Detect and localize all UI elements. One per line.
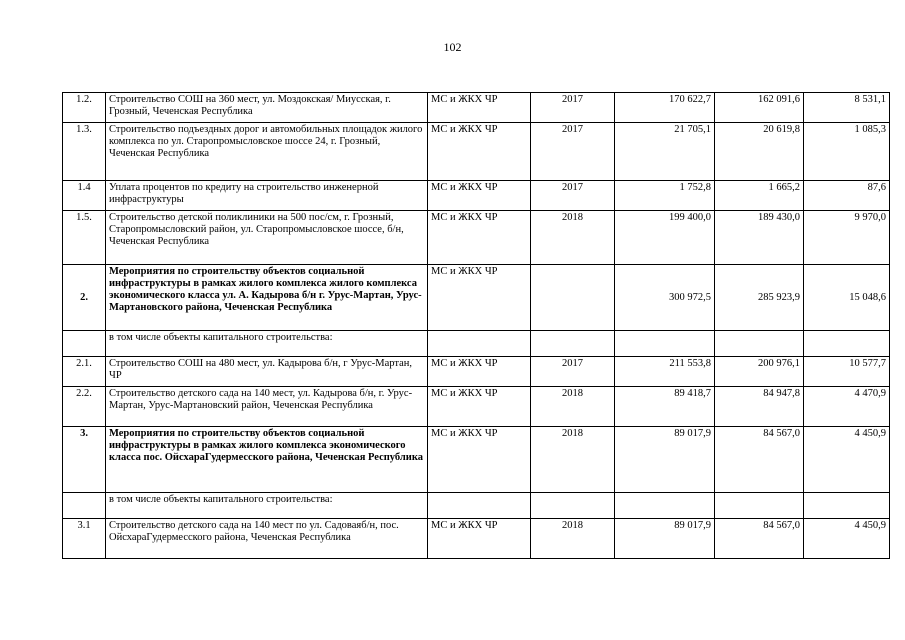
row-regional: 4 450,9 (804, 427, 890, 493)
row-federal: 1 665,2 (715, 181, 804, 211)
row-total: 89 418,7 (615, 387, 715, 427)
row-total: 89 017,9 (615, 427, 715, 493)
row-number: 1.5. (63, 211, 106, 265)
row-year (531, 331, 615, 357)
row-year: 2017 (531, 181, 615, 211)
row-name: Строительство детского сада на 140 мест, ул. Кадырова б/н, г. Урус-Мартан, Урус-Мартановский район, Чеченская Республика (106, 387, 428, 427)
row-name: Строительство детского сада на 140 мест по ул. Садоваяб/н, пос. ОйсхараГудермесского района, Чеченская Республика (106, 519, 428, 559)
row-federal (715, 493, 804, 519)
table-row (63, 181, 890, 211)
row-year: 2017 (531, 123, 615, 181)
row-federal (715, 331, 804, 357)
row-regional: 15 048,6 (804, 265, 890, 331)
page-number: 102 (443, 40, 462, 54)
row-total: 199 400,0 (615, 211, 715, 265)
table-row (63, 427, 890, 493)
table-row (63, 519, 890, 559)
table-row (63, 211, 890, 265)
row-org: МС и ЖКХ ЧР (428, 211, 531, 265)
row-total: 21 705,1 (615, 123, 715, 181)
row-year (531, 493, 615, 519)
row-number: 3. (63, 427, 106, 493)
row-year: 2018 (531, 387, 615, 427)
row-org (428, 331, 531, 357)
row-org: МС и ЖКХ ЧР (428, 93, 531, 123)
table-row (63, 387, 890, 427)
row-number: 2. (63, 265, 106, 331)
row-name: Мероприятия по строительству объектов социальной инфраструктуры в рамках жилого комплекса экономического класса пос. ОйсхараГудермесского района, Чеченская Республика (106, 427, 428, 493)
row-number (63, 493, 106, 519)
row-regional: 10 577,7 (804, 357, 890, 387)
row-total: 300 972,5 (615, 265, 715, 331)
row-org (428, 493, 531, 519)
row-org: МС и ЖКХ ЧР (428, 387, 531, 427)
row-federal: 189 430,0 (715, 211, 804, 265)
row-regional: 8 531,1 (804, 93, 890, 123)
row-federal: 162 091,6 (715, 93, 804, 123)
row-year: 2018 (531, 211, 615, 265)
table-row (63, 123, 890, 181)
row-org: МС и ЖКХ ЧР (428, 427, 531, 493)
row-year: 2017 (531, 357, 615, 387)
row-federal: 200 976,1 (715, 357, 804, 387)
table-row (63, 357, 890, 387)
table-row (63, 265, 890, 331)
row-name: в том числе объекты капитального строительства: (106, 493, 428, 519)
row-regional (804, 331, 890, 357)
row-federal: 285 923,9 (715, 265, 804, 331)
row-org: МС и ЖКХ ЧР (428, 519, 531, 559)
row-year: 2017 (531, 93, 615, 123)
row-org: МС и ЖКХ ЧР (428, 181, 531, 211)
row-federal: 20 619,8 (715, 123, 804, 181)
row-regional: 4 450,9 (804, 519, 890, 559)
row-org: МС и ЖКХ ЧР (428, 357, 531, 387)
row-name: Строительство подъездных дорог и автомобильных площадок жилого комплекса по ул. Старопромысловское шоссе 24, г. Грозный, Чеченская Республика (106, 123, 428, 181)
table-row (63, 493, 890, 519)
row-regional: 1 085,3 (804, 123, 890, 181)
row-federal: 84 567,0 (715, 519, 804, 559)
row-total (615, 331, 715, 357)
row-number: 1.4 (63, 181, 106, 211)
row-federal: 84 567,0 (715, 427, 804, 493)
row-number: 1.2. (63, 93, 106, 123)
row-name: Строительство СОШ на 480 мест, ул. Кадырова б/н, г Урус-Мартан, ЧР (106, 357, 428, 387)
row-federal: 84 947,8 (715, 387, 804, 427)
row-name: Строительство детской поликлиники на 500 пос/см, г. Грозный, Старопромысловский район, ул. Старопромысловское шоссе, б/н, Чеченская Республика (106, 211, 428, 265)
row-year: 2018 (531, 427, 615, 493)
row-number: 2.1. (63, 357, 106, 387)
row-org: МС и ЖКХ ЧР (428, 123, 531, 181)
row-regional: 87,6 (804, 181, 890, 211)
row-total: 89 017,9 (615, 519, 715, 559)
row-year (531, 265, 615, 331)
row-year: 2018 (531, 519, 615, 559)
row-number: 2.2. (63, 387, 106, 427)
row-name: Уплата процентов по кредиту на строительство инженерной инфраструктуры (106, 181, 428, 211)
table-row (63, 93, 890, 123)
row-number: 1.3. (63, 123, 106, 181)
row-org: МС и ЖКХ ЧР (428, 265, 531, 331)
row-regional: 4 470,9 (804, 387, 890, 427)
row-total: 211 553,8 (615, 357, 715, 387)
row-number (63, 331, 106, 357)
row-name: Строительство СОШ на 360 мест, ул. Моздокская/ Миусская, г. Грозный, Чеченская Республика (106, 93, 428, 123)
row-total: 170 622,7 (615, 93, 715, 123)
row-total: 1 752,8 (615, 181, 715, 211)
row-regional (804, 493, 890, 519)
table-row (63, 331, 890, 357)
row-name: в том числе объекты капитального строительства: (106, 331, 428, 357)
row-number: 3.1 (63, 519, 106, 559)
budget-table (62, 92, 890, 559)
row-regional: 9 970,0 (804, 211, 890, 265)
row-name: Мероприятия по строительству объектов социальной инфраструктуры в рамках жилого комплекса жилого комплекса экономического класса ул. А. Кадырова б/н г. Урус-Мартан, Урус-Мартановского района, Чеченская Республика (106, 265, 428, 331)
row-total (615, 493, 715, 519)
